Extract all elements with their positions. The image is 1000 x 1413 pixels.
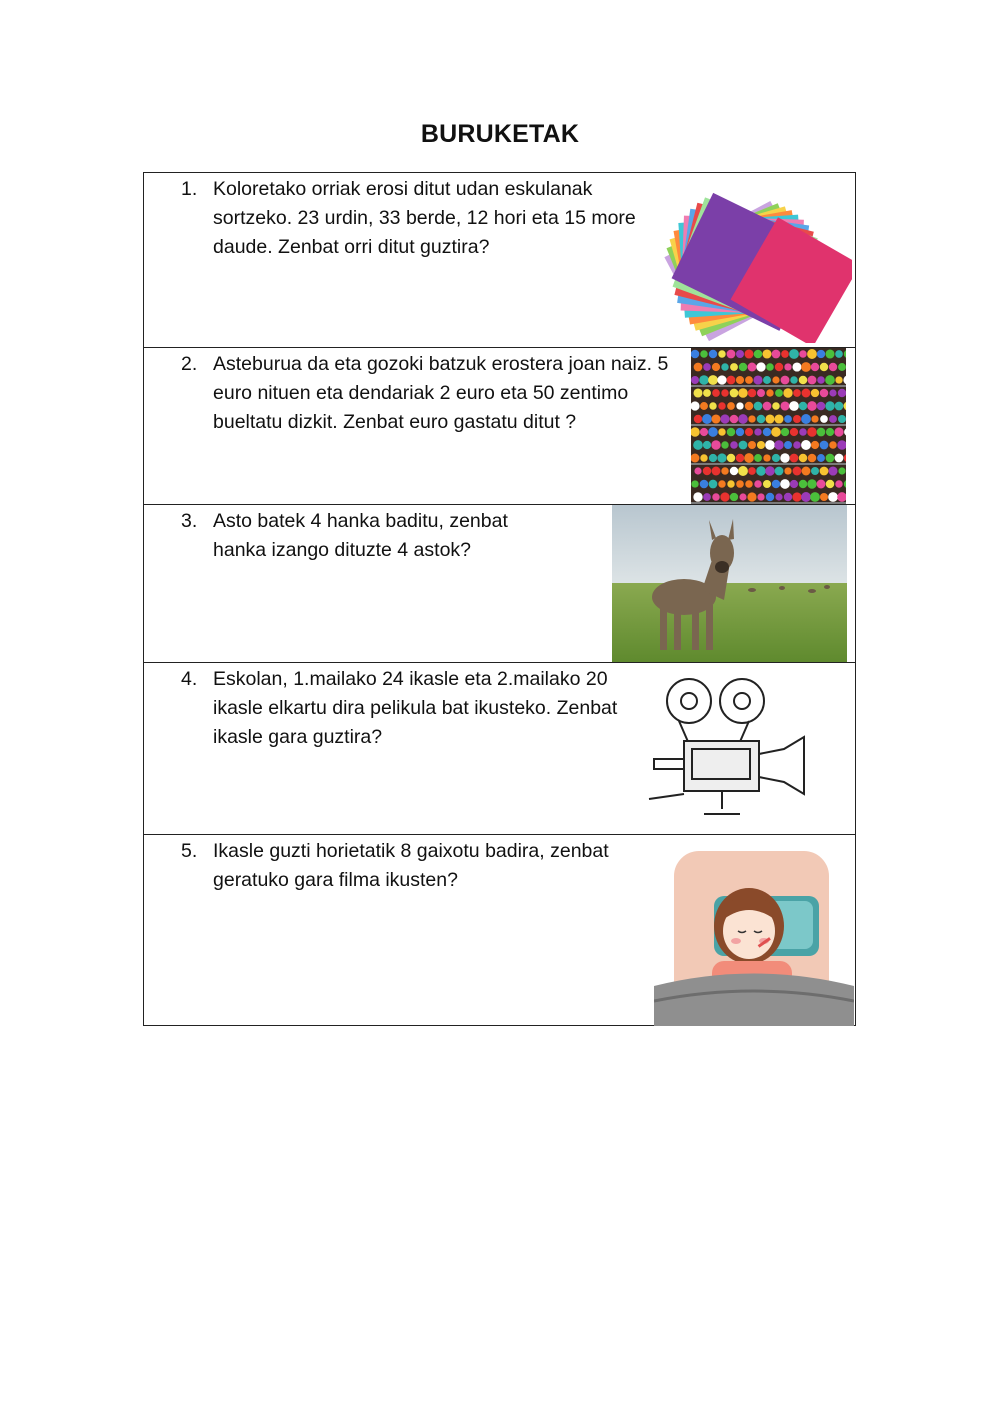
donkey-image xyxy=(612,505,847,662)
candy-shop-image xyxy=(691,348,846,504)
problem-row-3 xyxy=(144,505,855,663)
problem-text: Ikasle guzti horietatik 8 gaixotu badira, zenbat geratuko gara filma ikusten? xyxy=(213,840,609,891)
problem-number: 2. xyxy=(181,353,198,375)
problems-table xyxy=(143,172,856,1026)
sick-girl-image xyxy=(654,841,854,1026)
problem-row-4 xyxy=(144,663,855,835)
problem-row-1 xyxy=(144,173,855,348)
problem-number: 1. xyxy=(181,178,198,200)
page-title: BURUKETAK xyxy=(420,120,580,148)
problem-row-5 xyxy=(144,835,855,1026)
problem-number: 4. xyxy=(181,668,198,690)
problem-number: 3. xyxy=(181,510,198,532)
problem-row-2 xyxy=(144,348,855,505)
problem-text: Koloretako orriak erosi ditut udan eskulanak sortzeko. 23 urdin, 33 berde, 12 hori eta 15 more daude. Zenbat orri ditut guztira? xyxy=(213,178,636,258)
film-projector-image xyxy=(644,669,829,829)
problem-number: 5. xyxy=(181,840,198,862)
colored-paper-image xyxy=(652,183,852,343)
problem-text: Asto batek 4 hanka baditu, zenbat hanka izango dituzte 4 astok? xyxy=(213,510,508,561)
problem-text: Eskolan, 1.mailako 24 ikasle eta 2.mailako 20 ikasle elkartu dira pelikula bat ikusteko. Zenbat ikasle gara guztira? xyxy=(213,668,618,748)
problem-text: Asteburua da eta gozoki batzuk erostera joan naiz. 5 euro nituen eta dendariak 2 euro eta 50 zentimo bueltatu dizkit. Zenbat euro gastatu ditut ? xyxy=(213,353,669,433)
